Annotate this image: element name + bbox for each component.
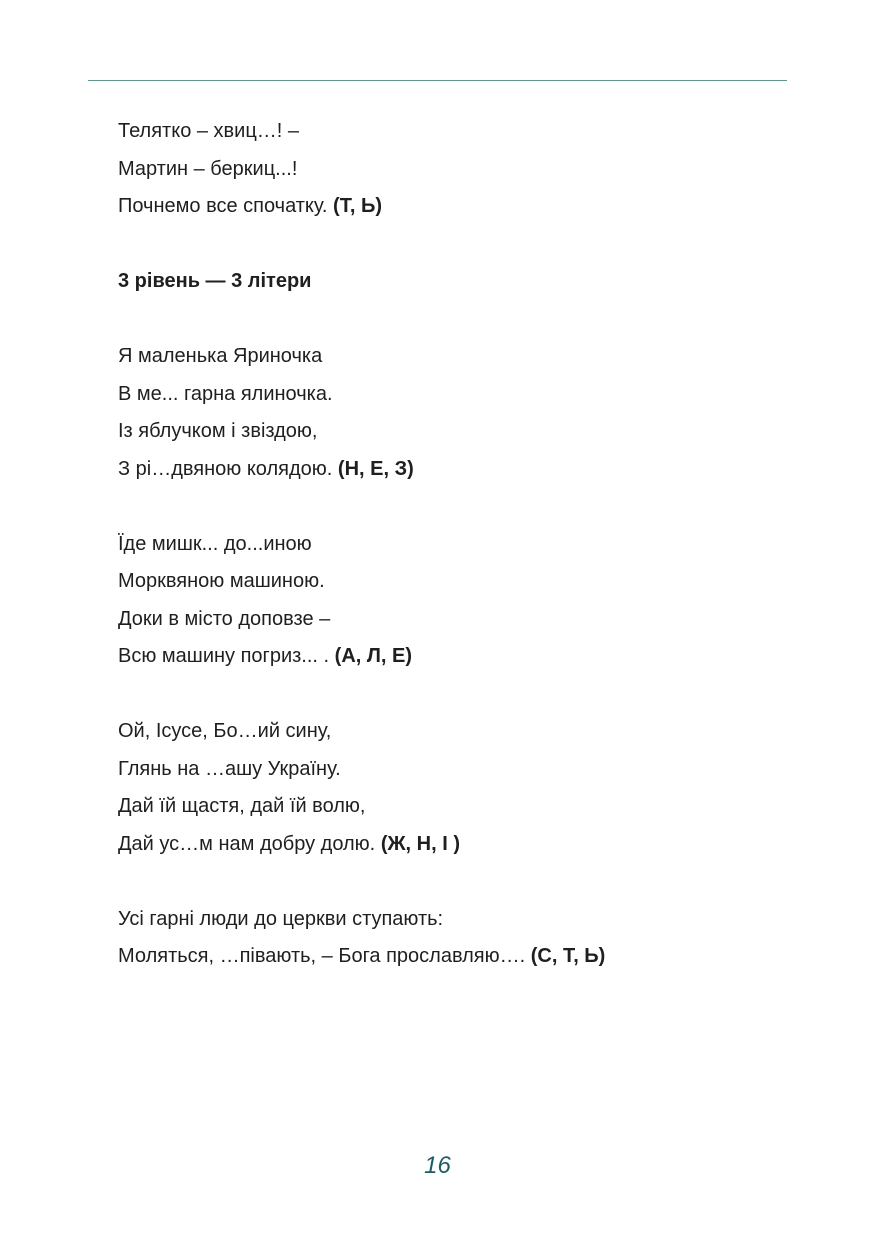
answer-letters: (С, Т, Ь): [530, 945, 606, 967]
page-content: [118, 113, 818, 976]
spacer: [118, 488, 818, 526]
header-rule: [88, 80, 787, 81]
poem-line-text: Всю машину погриз... .: [118, 645, 330, 667]
poem-line: Телятко – хвиц…! –: [118, 120, 300, 142]
poem-c: [118, 526, 818, 676]
poem-line: Ой, Ісусе, Бо…ий сину,: [118, 720, 332, 742]
page-number: 16: [424, 1152, 451, 1179]
poem-line-text: Моляться, …півають, – Бога прославляю….: [118, 945, 526, 967]
poem-line: Глянь на …ашу Україну.: [118, 757, 341, 780]
poem-line: Їде мишк... до...иною: [118, 532, 312, 555]
poem-d: [118, 713, 818, 863]
section-heading: 3 рівень — 3 літери: [118, 270, 312, 292]
poem-line: Морквяною машиною.: [118, 570, 325, 592]
poem-line: [118, 451, 818, 489]
poem-line: Доки в місто доповзе –: [118, 607, 331, 630]
poem-b: [118, 338, 818, 488]
poem-line: [118, 826, 818, 864]
spacer: [118, 863, 818, 901]
poem-line: Мартин – беркиц...!: [118, 157, 298, 180]
poem-line: [118, 188, 818, 226]
spacer: [118, 676, 818, 714]
poem-line: Дай їй щастя, дай їй волю,: [118, 795, 366, 817]
poem-line-text: Почнемо все спочатку.: [118, 195, 328, 217]
poem-line: [118, 938, 818, 976]
poem-line-text: З рі…двяною колядою.: [118, 457, 333, 480]
answer-letters: (Ж, Н, І ): [380, 832, 460, 855]
poem-line: [118, 638, 818, 676]
poem-line: Із яблучком і звіздою,: [118, 420, 318, 442]
spacer: [118, 226, 818, 264]
answer-letters: (Т, Ь): [333, 195, 383, 217]
poem-line: Я маленька Яриночка: [118, 345, 323, 367]
answer-letters: (А, Л, Е): [334, 645, 413, 667]
poem-line-text: Дай ус…м нам добру долю.: [118, 832, 376, 855]
poem-e: [118, 901, 818, 976]
spacer: [118, 301, 818, 339]
answer-letters: (Н, Е, З): [337, 457, 414, 480]
poem-line: Усі гарні люди до церкви ступають:: [118, 907, 444, 930]
poem-a: [118, 113, 818, 226]
poem-line: В ме... гарна ялиночка.: [118, 382, 333, 405]
